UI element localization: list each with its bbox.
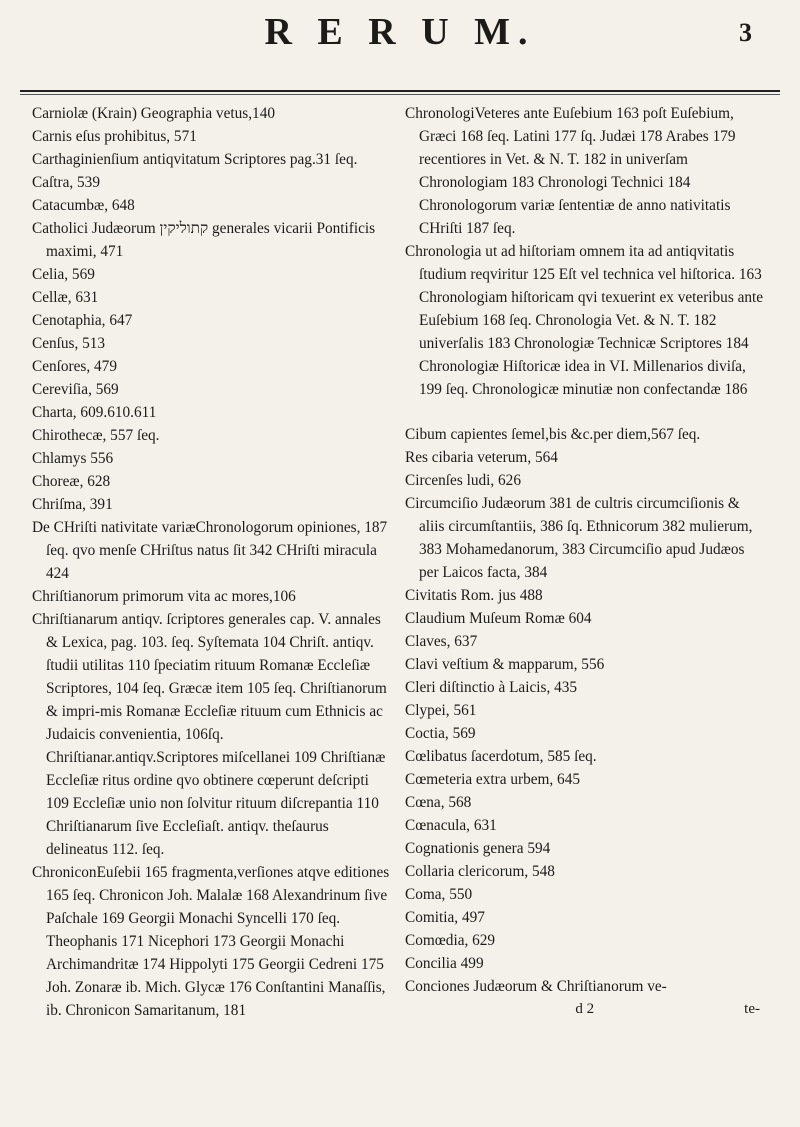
index-entry: Cœnacula, 631 [405, 817, 497, 834]
index-entry: Cœlibatus ſacerdotum, 585 ſeq. [405, 748, 597, 765]
index-entry: Clavi veſtium & mapparum, 556 [405, 656, 605, 673]
entry-spacer [405, 401, 764, 423]
index-entry: Comitia, 497 [405, 909, 485, 926]
index-entry: Celia, 569 [32, 266, 95, 283]
index-entry: De CHriſti nativitate variæChronologorum opiniones, 187 ſeq. qvo menſe CHriſtus natus ſit 342 CHriſti miracula 424 [32, 519, 388, 582]
index-entry: Claudium Muſeum Romæ 604 [405, 610, 592, 627]
index-entry: Choreæ, 628 [32, 473, 111, 490]
index-entry: Charta, 609.610.611 [32, 404, 157, 421]
page-number: 3 [739, 18, 752, 47]
index-entry: Comœdia, 629 [405, 932, 496, 949]
index-entry: Chirothecæ, 557 ſeq. [32, 427, 160, 444]
left-column [32, 102, 391, 1097]
running-title: R E R U M. [264, 11, 536, 53]
index-entry: Claves, 637 [405, 633, 478, 650]
index-entry: Cibum capientes ſemel,bis &c.per diem,567 ſeq. [405, 426, 701, 443]
index-entry: Circenſes ludi, 626 [405, 472, 521, 489]
header-rule-thin [20, 94, 780, 95]
index-entry: Cenotaphia, 647 [32, 312, 133, 329]
index-entry: Caſtra, 539 [32, 174, 100, 191]
index-entry: Clypei, 561 [405, 702, 477, 719]
index-entry: Cenſus, 513 [32, 335, 106, 352]
index-entry: Coma, 550 [405, 886, 473, 903]
index-entry: ChronologiVeteres ante Euſebium 163 poſt Euſebium, Græci 168 ſeq. Latini 177 ſq. Judæi 178 Arabes 179 recentiores in Vet. & N. T. 182 in univerſam Chronologiam 183 Chronologi Technici 184 Chronologorum variæ ſententiæ de anno nativitatis CHriſti 187 ſeq. [405, 105, 736, 237]
signature-mark: d 2 [575, 1001, 595, 1017]
index-entry: Carniolæ (Krain) Geographia vetus,140 [32, 105, 275, 122]
index-entry: Collaria clericorum, 548 [405, 863, 555, 880]
page-header [0, 8, 800, 78]
index-entry: Civitatis Rom. jus 488 [405, 587, 543, 604]
index-entry: Coctia, 569 [405, 725, 476, 742]
index-entry: Concilia 499 [405, 955, 484, 972]
index-entry: Cœmeteria extra urbem, 645 [405, 771, 581, 788]
right-column [405, 102, 764, 1097]
index-entry: Cereviſia, 569 [32, 381, 119, 398]
index-entry: Chriſma, 391 [32, 496, 113, 513]
index-entry: Catacumbæ, 648 [32, 197, 135, 214]
index-entry: Cognationis genera 594 [405, 840, 551, 857]
index-entry: Carthaginienſium antiqvitatum Scriptores pag.31 ſeq. [32, 151, 358, 168]
index-entry: Catholici Judæorum קתוליקין generales vicarii Pontificis maximi, 471 [32, 220, 376, 260]
index-entry: Circumciſio Judæorum 381 de cultris circumciſionis & aliis circumſtantiis, 386 ſq. Ethnicorum 382 mulierum, 383 Mohamedanorum, 383 Circumciſio apud Judæos per Laicos facta, 384 [405, 495, 753, 581]
index-entry: Chlamys 556 [32, 450, 114, 467]
index-entry: Res cibaria veterum, 564 [405, 449, 558, 466]
page-footer [405, 998, 764, 1021]
index-entry: Chriſtianorum primorum vita ac mores,106 [32, 588, 296, 605]
index-entry: Cœna, 568 [405, 794, 472, 811]
index-entry: Cellæ, 631 [32, 289, 99, 306]
index-entry: Chronologia ut ad hiſtoriam omnem ita ad antiqvitatis ſtudium reqviritur 125 Eſt vel technica vel hiſtorica. 163 Chronologiam hiſtoricam qvi texuerint ex veteribus ante Euſebium 168 ſeq. Chronologia Vet. & N. T. 182 univerſalis 183 Chronologiæ Technicæ Scriptores 184 Chronologiæ Hiſtoricæ idea in VI. Millenarios diviſa, 199 ſeq. Chronologicæ minutiæ non confectandæ 186 [405, 243, 764, 398]
index-entry: Chriſtianarum antiqv. ſcriptores generales cap. V. annales & Lexica, pag. 103. ſeq. Syſtemata 104 Chriſt. antiqv. ſtudii utilitas 110 ſpeciatim rituum Romanæ Eccleſiæ Scriptores, 104 ſeq. Græcæ item 105 ſeq. Chriſtianorum & impri-mis Romanæ Eccleſiæ rituum cum Ethnicis ac Judaicis convenientia, 106ſq. Chriſtianar.antiqv.Scriptores miſcellanei 109 Chriſtianæ Eccleſiæ ritus ordine qvo obtinere cœperunt deſcripti 109 Eccleſiæ unio non ſolvitur rituum diſcrepantia 110 Chriſtianarum ſive Eccleſiaſt. antiqv. theſaurus delineatus 112. ſeq. [32, 611, 387, 858]
index-entry: ChroniconEuſebii 165 fragmenta,verſiones atqve editiones 165 ſeq. Chronicon Joh. Malalæ 168 Alexandrinum ſive Paſchale 169 Georgii Monachi Syncelli 170 ſeq. Theophanis 171 Nicephori 173 Georgii Monachi Archimandritæ 174 Hippolyti 175 Georgii Cedreni 175 Joh. Zonaræ ib. Mich. Glycæ 176 Conſtantini Manaſſis, ib. Chronicon Samaritanum, 181 [32, 864, 390, 1019]
index-columns [32, 102, 764, 1097]
index-entry: Carnis eſus prohibitus, 571 [32, 128, 197, 145]
catchword: te- [744, 1001, 760, 1017]
index-entry: Cenſores, 479 [32, 358, 117, 375]
header-rule [20, 90, 780, 92]
index-entry: Conciones Judæorum & Chriſtianorum ve- [405, 978, 667, 995]
index-entry: Cleri diſtinctio à Laicis, 435 [405, 679, 578, 696]
